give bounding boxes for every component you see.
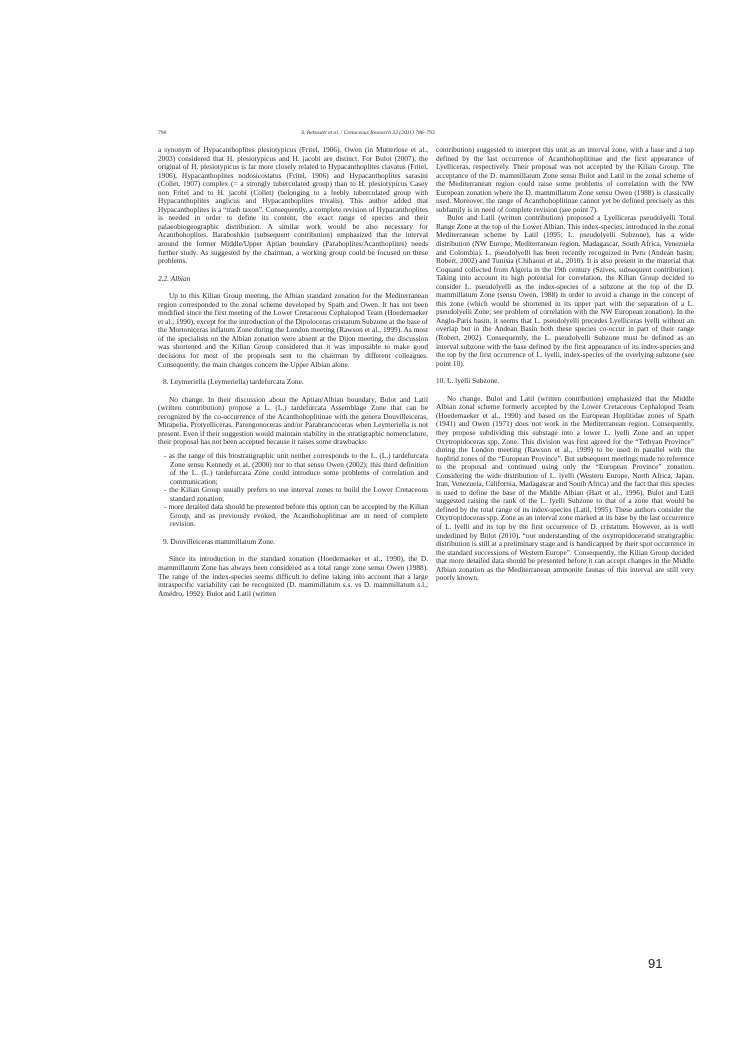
zone-heading-9: 9. Douvilleiceras mammillatum Zone. [163,536,275,546]
paragraph: No change. In their discussion about the Aptian/Albian boundary, Bulot and Latil (written contribution) propose a L. (L.) tardefurcata Assemblage Zone that can be recognized by the co-occurrence of the Acanthohoplitinae with the genera Douvilleiceras, Mirapelia, Protyelliceras, Parengonoceras and/or Parabrancoceras when Leymeriella is not present. Even if their suggestion would maintain stability in the stratigraphic nomenclature, their proposal has not been accepted because it raises some drawbacks: [158,394,428,447]
section-heading-albian: 2.2. Albian [158,273,191,283]
header-citation: S. Reboulet et al. / Cretaceous Research 32 (2011) 786–793 [301,130,435,136]
paragraph: Since its introduction in the standard zonation (Hoedemaeker et al., 1990), the D. mammillatum Zone has always been considered as a total range zone sensu Owen (1988). The range of the index-species seems difficult to define taking into account that a large intraspecific variability can be recognized (D. mammillatum s.s. vs D. mammillatum s.l.; Amédro, 1992). Bulot and Latil (written [158,554,428,598]
list-item: - more detailed data should be presented before this option can be accepted by the Kilian Group, and as previously evoked, the Acanthohoplitinae are in need of complete revision. [164,502,428,529]
paragraph: Bulot and Latil (written contribution) proposed a Lyelliceras pseudolyelli Total Range Zone at the top of the Lower Albian. This index-species, introduced in the zonal Mediterranean scheme by Latil (1995; L. pseudolyelli Subzone), has a wide distribution (NW Europe, Mediterranean region, Madagascar, South Africa, Venezuela and Colombia). L. pseudolyelli has been recently recognized in Peru (Andean basin; Robert, 2002) and Tunisia (Chihaoui et al., 2010). It is also present in the material that Coquand collected from Algeria in the 19th century (Szives, subsequent contribution). Taking into account its high potential for correlation, the Kilian Group decided to consider L. pseudolyelli as the index-species of a subzone at the top of the D. mammillatum Zone (sensu Owen, 1988) in order to avoid a change in the concept of this zone (which would be shortened in its upper part with the separation of a L. pseudolyelli Zone; see problem of correlation with the NW European zonation). In the Anglo-Paris basin, it seems that L. pseudolyelli precedes Lyelliceras lyelli without an overlap but in the Andean Basin both these species co-occur in part of their range (Robert, 2002). Consequently, the L. pseudolyelli Subzone must be defined as an interval subzone with the base defined by the first appearance of its index-species and the top by the first occurrence of L. lyelli, index-species of the overlying subzone (see point 10). [436,213,694,368]
list-item: - as the range of this biostratigraphic unit neither corresponds to the L. (L.) tardefurcata Zone sensu Kennedy et al. (2000) nor to that sensu Owen (2002); this third definition of the L. (L.) tardefurcata Zone could introduce some problems of correlation and communication; [164,450,428,486]
paragraph: contribution) suggested to interpret this unit as an interval zone, with a base and a top defined by the last occurrence of Acanthohoplitinae and the first appearance of Lyelliceras, respectively. Their proposal was not accepted by the Kilian Group. The acceptance of the D. mammillatum Zone sensu Bulot and Latil in the zonal scheme of the Mediterranean region could raise some problems of correlation with the NW European zonation where the D. mammillatum Zone sensu Owen (1988) is classically used. Moreover, the range of Acanthohoplitinae cannot yet be defined precisely as this subfamily is in need of complete revision (see point 7). [436,145,694,214]
paragraph: Up to this Kilian Group meeting, the Albian standard zonation for the Mediterranean region corresponded to the zonal scheme developed by Spath and Owen. It has not been modified since the first meeting of the Lower Cretaceous Cephalopod Team (Hoedemaeker et al., 1990), except for the introduction of the Dipoloceras cristatum Subzone at the base of the Mortoniceras inflatum Zone during the London meeting (Rawson et al., 1999). As most of the specialists on the Albian zonation were absent at the Dijon meeting, the discussion was shortened and the Kilian Group considered that it was impossible to make good decisions for most of the proposals sent to the chairman by different colleagues. Consequently, the main changes concern the Upper Albian alone. [158,291,429,369]
footer-page-number: 91 [648,956,663,971]
paragraph: No change. Bulot and Latil (written contribution) emphasized that the Middle Albian zonal scheme formerly accepted by the Lower Cretaceous Cephalopod Team (Hoedemaeker et al., 1990) and based on the European Hoplitidae zones of Spath (1941) and Owen (1971) does not work in the Mediterranean region. Consequently, they propose subdividing this substage into a lower L. lyelli Zone and an upper Oxytropidoceras spp. Zone. This division was first agreed for the “Tethyan Province” during the London meeting (Rawson et al., 1999) to be used in parallel with the hoplitid zones of the “European Province”. But subsequent meetings made no reference to the proposal and continued using only the “European Province” zonation. Considering the wide distribution of L. lyelli (Western Europe, North Africa, Japan, Iran, Venezuela, California, Madagascar and South Africa) and the fact that this species is used to define the base of the Middle Albian (Hart et al., 1996), Bulot and Latil suggested raising the rank of the L. lyelli Subzone to that of a zone that would be defined by the total range of its index-species (Latil, 1995). These authors consider the Oxytropidoceras spp. Zone as an interval zone marked at its base by the last occurrence of L. lyelli and its top by the first occurrence of D. cristatum. However, as is well underlined by Bulot (2010), “our understanding of the oxytropidoceratid stratigraphic distribution is still at a preliminary stage and is handicapped by their spot occurrence in the standard successions of Western Europe”. Consequently, the Kilian Group decided that more detailed data should be presented before it can accept changes in the Middle Albian zonation as the Mediterranean ammonite faunas of this interval are still very poorly known. [436,393,694,583]
zone-heading-10: 10. L. lyelli Subzone. [436,376,500,386]
list-item: - the Kilian Group usually prefers to use interval zones to build the Lower Cretaceous standard zonation; [164,485,428,503]
running-header [158,127,578,139]
header-page-number: 790 [158,130,167,136]
paragraph: a synonym of Hypacanthoplites plesiotypicus (Fritel, 1906). Owen (in Mutterlose et al., 2003) considered that H. plesiotypicus and H. jacobi are distinct. For Bulot (2007), the original of H. plesiotypicus is far more closely related to Hypacanthoplites clavatus (Fritel, 1906), Hypacanthoplites nodosicostatus (Fritel, 1906) and Hypacanthoplites sarasini (Collet, 1907) complex (= a strongly tuberculated group) than to H. plesiotypicus Casey non Fritel and to H. jacobi (Collet) (belonging to a feebly tuberculated group with Hypacanthoplites anglicus and Hypacanthoplites trivalis). This author added that Hypacanthoplites is a “trash taxon”. Consequently, a complete revision of Hypacanthoplites is needed in order to define its content, the exact range of species and their palaeobiogeographic distribution. A similar work would be also necessary for Acanthohoplites. Baraboshkin (subsequent contribution) emphasized that the interval around the former Middle/Upper Aptian boundary (Parahoplites/Acanthoplites) needs further study. As suggested by the chairman, a working group could be focused on these problems. [158,145,428,266]
zone-heading-8: 8. Leymeriella (Leymeriella) tardefurcata Zone. [163,377,304,387]
drawbacks-list [158,452,428,529]
left-column [158,146,428,598]
right-column [436,146,694,583]
